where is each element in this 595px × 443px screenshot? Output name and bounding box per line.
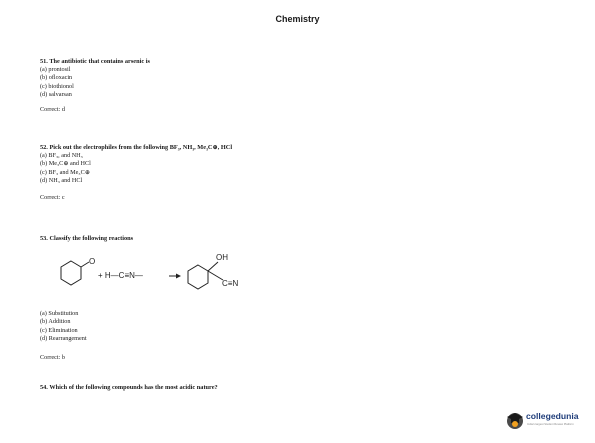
cn-bond	[208, 271, 223, 280]
option-b: (b) Me₃C⊕ and HCl	[40, 160, 91, 168]
option-a: (a) Substitution	[40, 310, 79, 317]
question-54	[40, 384, 560, 392]
question-text: 52. Pick out the electrophiles from the following BF₃, NH₃, Me₃C⊕, HCl	[40, 144, 233, 151]
reaction-scheme	[48, 248, 278, 304]
option-c: (c) Elimination	[40, 326, 78, 334]
option-b: (b) ofloxacin	[40, 74, 73, 82]
option-d: (d) NH₃ and HCl	[40, 176, 83, 184]
correct-answer: Correct: d	[40, 106, 65, 114]
cyclohexane-ring-product	[188, 265, 208, 289]
question-53-options	[40, 310, 560, 362]
product-hydroxyl: OH	[216, 253, 228, 262]
question-text: 54. Which of the following compounds has the most acidic nature?	[40, 384, 218, 391]
reaction-arrowhead	[176, 274, 181, 279]
option-a: (a) prontosil	[40, 66, 71, 73]
reactant-oxygen: O	[89, 257, 96, 266]
option-b: (b) Addition	[40, 318, 71, 326]
option-a: (a) BF₃, and NH₃	[40, 152, 83, 159]
question-text: 51. The antibiotic that contains arsenic is	[40, 58, 150, 65]
graduation-cap-icon	[505, 410, 525, 430]
correct-answer: Correct: c	[40, 194, 65, 202]
question-52	[40, 144, 560, 202]
page-title: Chemistry	[275, 14, 320, 24]
cyclohexane-ring-reactant	[61, 261, 81, 285]
carbonyl-bond	[81, 262, 89, 267]
logo-tagline: India's largest Student Review Platform	[527, 423, 574, 426]
question-53	[40, 235, 560, 243]
oh-bond	[208, 262, 218, 271]
reagent-text: + H—C≡N—	[98, 271, 143, 280]
option-d: (d) salvarsan	[40, 90, 72, 98]
logo-name: collegedunia	[526, 411, 579, 421]
option-d: (d) Rearrangement	[40, 334, 87, 342]
question-51	[40, 58, 560, 114]
collegedunia-logo	[505, 409, 591, 435]
correct-answer: Correct: b	[40, 354, 65, 362]
product-nitrile: C≡N	[222, 279, 239, 288]
option-c: (c) biothionol	[40, 82, 74, 90]
question-text: 53. Classify the following reactions	[40, 235, 134, 242]
option-c: (c) BF₃ and Me₃C⊕	[40, 168, 90, 176]
